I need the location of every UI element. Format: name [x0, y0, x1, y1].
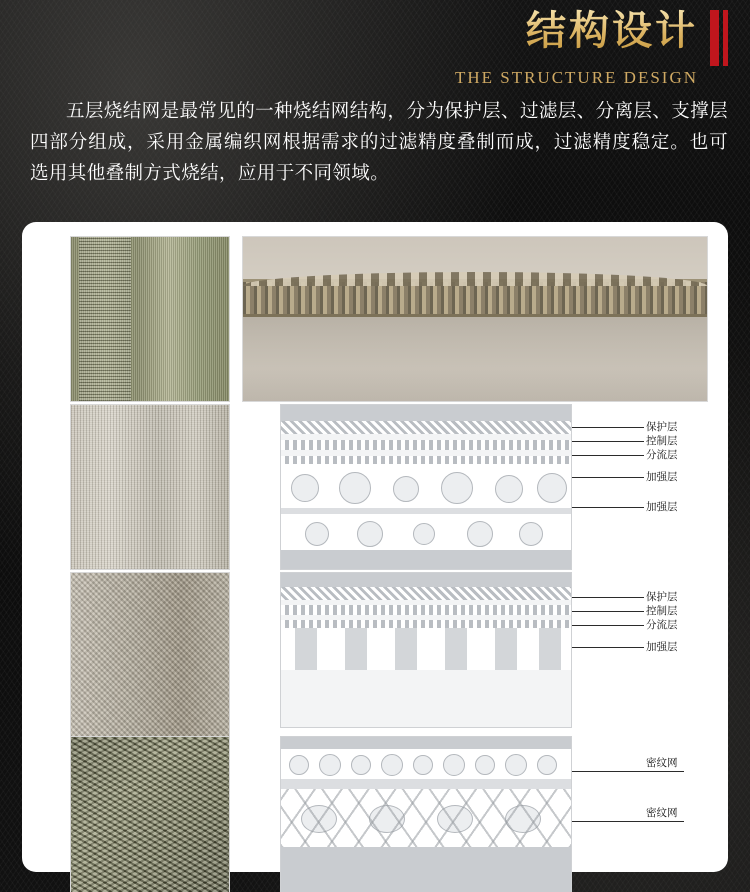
page-subtitle: THE STRUCTURE DESIGN [454, 68, 698, 87]
leader-line [572, 821, 684, 822]
content-panel [22, 222, 728, 872]
photo-shadow [243, 317, 707, 402]
title-block [455, 8, 728, 88]
leader-line [572, 647, 644, 648]
leader-line [572, 477, 644, 478]
leader-line [572, 611, 644, 612]
layer-split [281, 456, 571, 464]
label-dense-mesh-1: 密纹网 [646, 757, 678, 769]
layer-cap-top [281, 405, 571, 421]
woven-mesh-beige-sample [70, 404, 230, 570]
five-layer-structure-diagram [280, 404, 572, 570]
layer-reinforce-1 [281, 464, 571, 508]
leader-line [572, 625, 644, 626]
woven-mesh-green-sample [70, 236, 230, 402]
intro-paragraph: 五层烧结网是最常见的一种烧结网结构，分为保护层、过滤层、分离层、支撑层四部分组成，采用金属编织网根据需求的过滤精度叠制而成，过滤精度稳定。也可选用其他叠制方式烧结，应用于不同领域。 [30, 101, 728, 184]
sintered-mesh-edge-photo [242, 236, 708, 402]
layer-dense-mesh-2 [281, 789, 571, 847]
layer-cap-bottom [281, 550, 571, 569]
woven-mesh-dark-sample [70, 736, 230, 892]
layer-reinforce [281, 628, 571, 670]
label-control-layer: 控制层 [646, 435, 678, 447]
leader-line [572, 455, 644, 456]
mesh-edge-strip [243, 279, 707, 317]
leader-line [572, 507, 644, 508]
layer-weave-pattern [281, 789, 571, 847]
leader-line [572, 771, 684, 772]
label-reinforce-layer-1: 加强层 [646, 471, 678, 483]
woven-mesh-twill-sample [70, 572, 230, 738]
media-grid [40, 236, 710, 858]
four-layer-structure-diagram [280, 572, 572, 728]
layer-base [281, 847, 571, 892]
leader-line [572, 441, 644, 442]
header [0, 0, 750, 92]
label-split-layer: 分流层 [646, 449, 678, 461]
label-dense-mesh-2: 密纹网 [646, 807, 678, 819]
dense-mesh-structure-diagram [280, 736, 572, 892]
red-bars-decoration [706, 10, 728, 66]
layer-cap-top [281, 573, 571, 587]
layer-cap-top [281, 737, 571, 749]
layer-divider [281, 779, 571, 789]
title-row [455, 8, 728, 66]
layer-protect [281, 421, 571, 434]
layer-protect [281, 587, 571, 600]
label-control-layer: 控制层 [646, 605, 678, 617]
layer-control [281, 440, 571, 450]
label-protect-layer: 保护层 [646, 591, 678, 603]
layer-split [281, 620, 571, 628]
leader-line [572, 597, 644, 598]
layer-reinforce-2 [281, 514, 571, 550]
layer-base [281, 670, 571, 727]
label-split-layer: 分流层 [646, 619, 678, 631]
label-reinforce-layer-2: 加强层 [646, 501, 678, 513]
layer-dense-mesh-1 [281, 749, 571, 779]
page-title: 结构设计 [526, 8, 698, 54]
label-protect-layer: 保护层 [646, 421, 678, 433]
label-reinforce-layer: 加强层 [646, 641, 678, 653]
leader-line [572, 427, 644, 428]
layer-control [281, 605, 571, 615]
